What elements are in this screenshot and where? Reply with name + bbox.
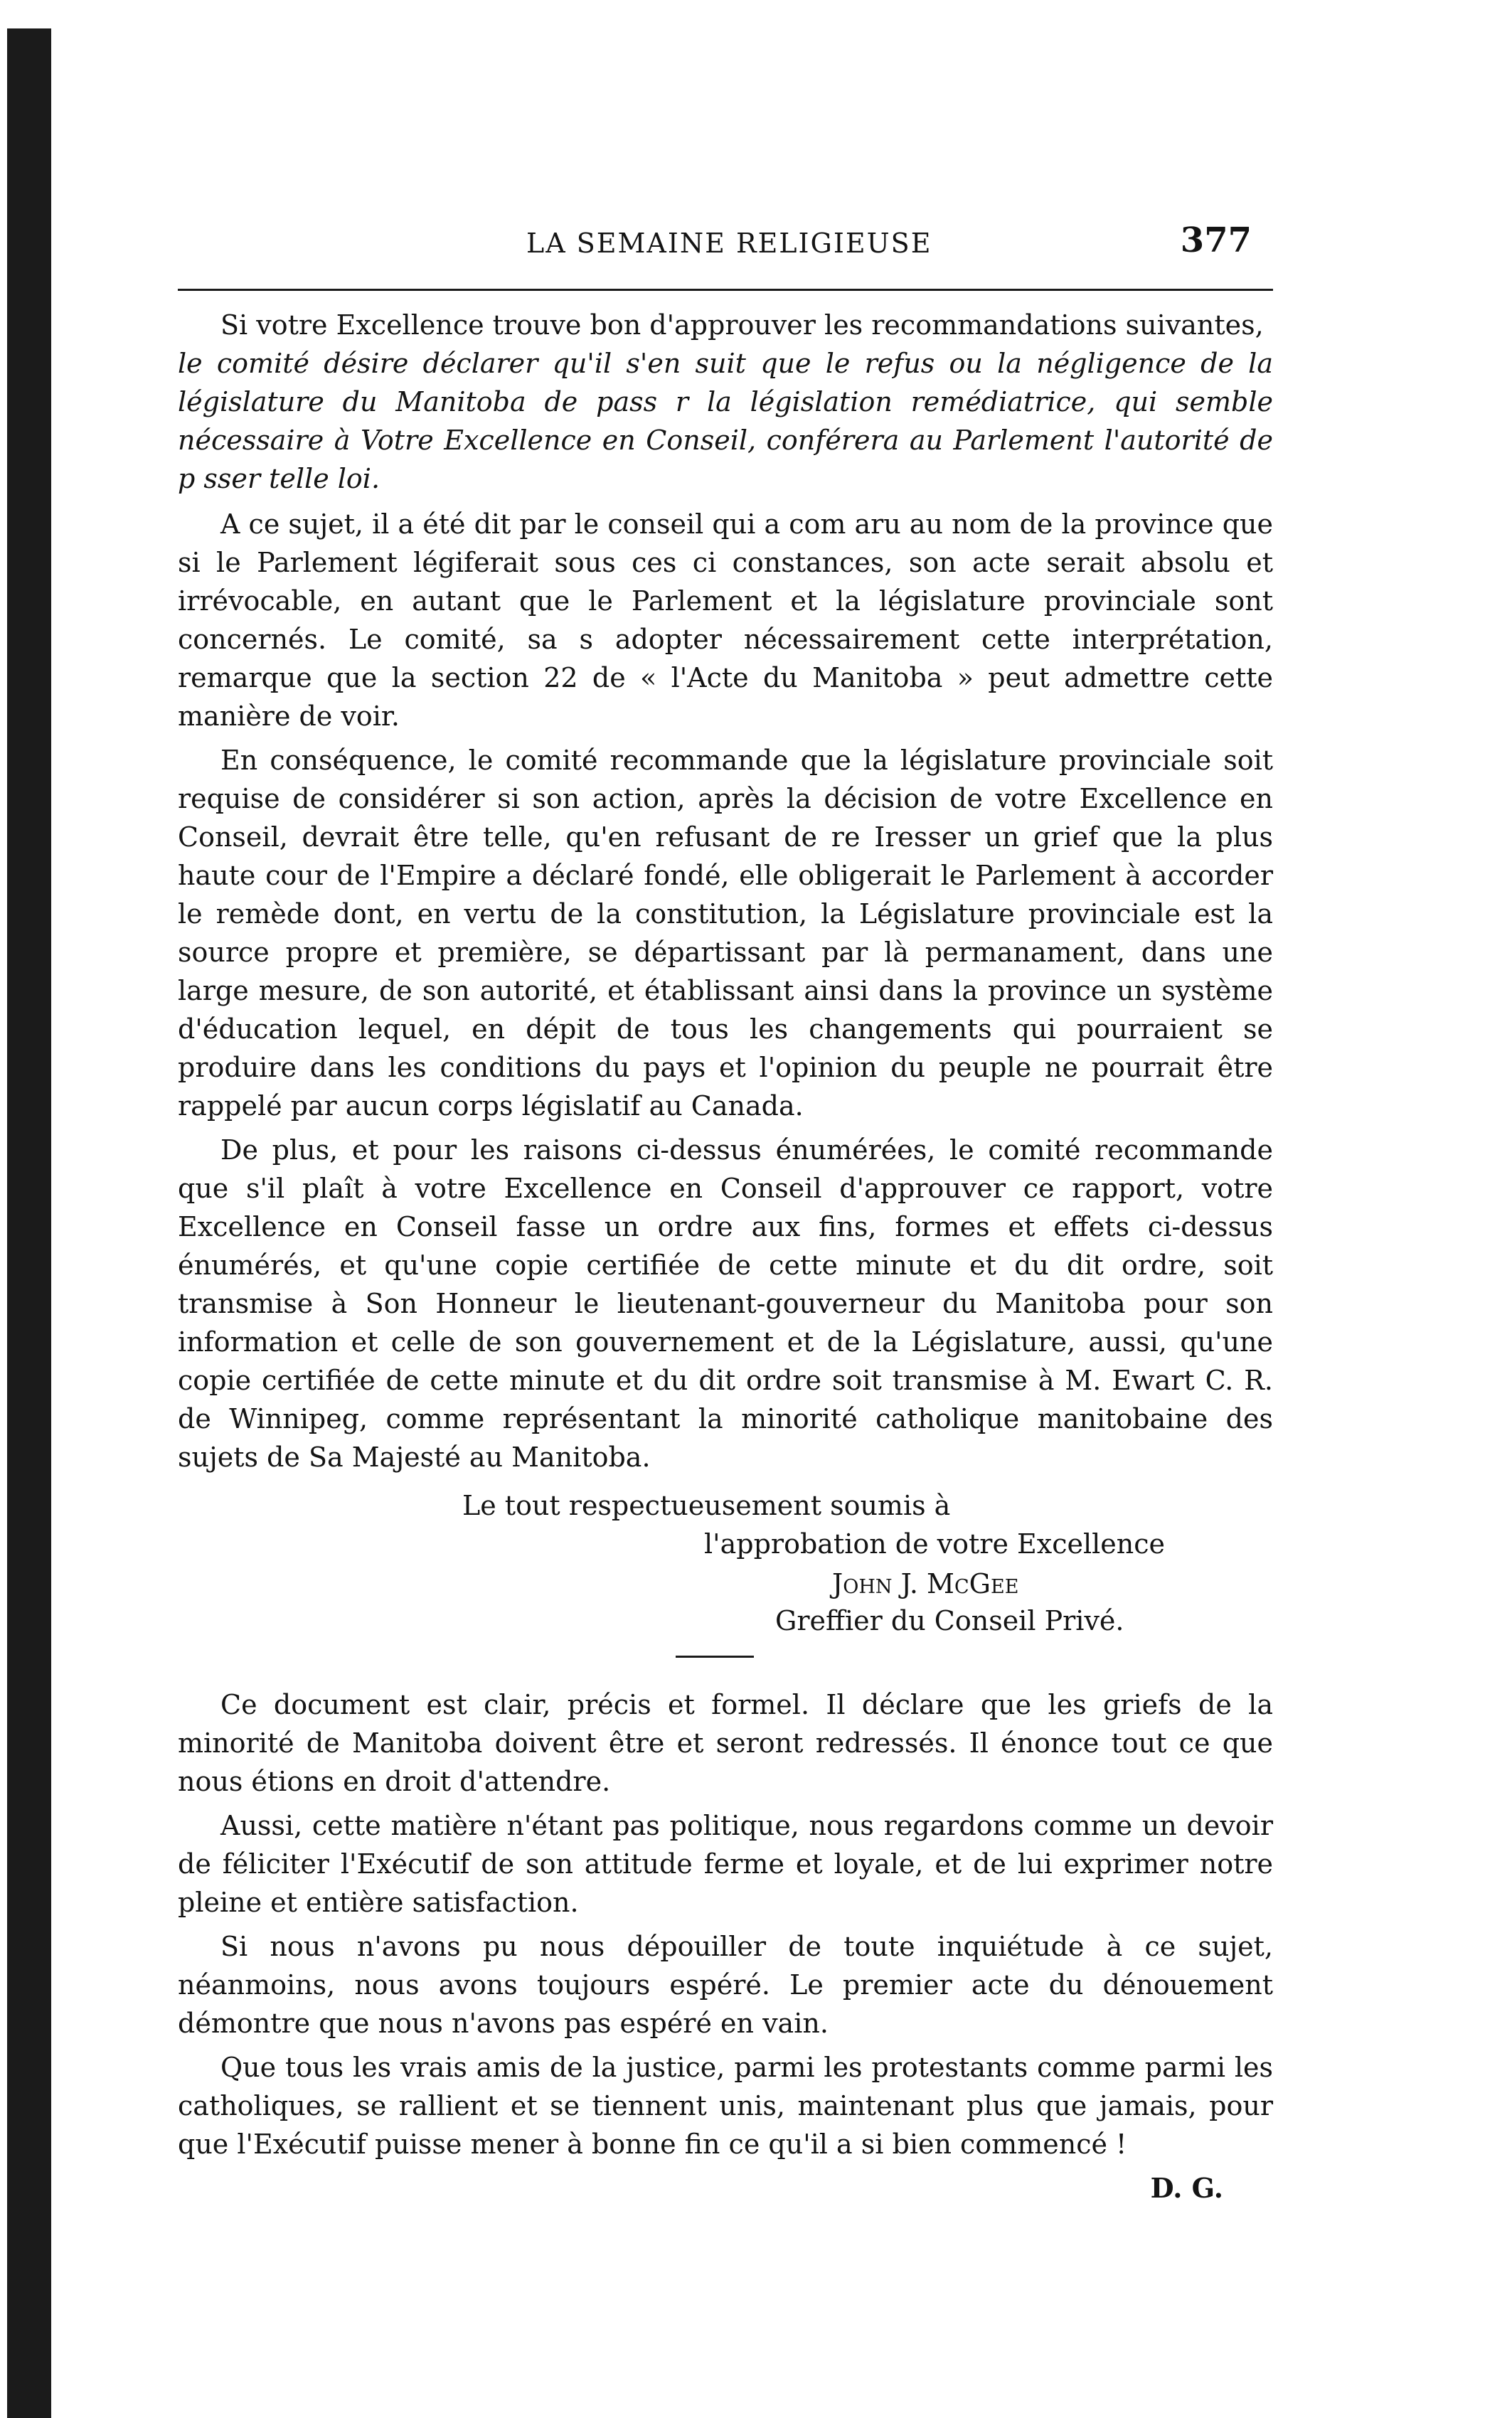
signatory-title: Greffier du Conseil Privé.: [775, 1605, 1124, 1636]
paragraph-4: De plus, et pour les raisons ci-dessus énumérées, le comité recommande que s'il plaît à votre Excellence en Conseil d'approuver ce rapport, votre Excellence en Conseil fasse un ordre aux fins, formes et effets ci-dessus énumérés, et qu'une copie certifiée de cette minute et du dit ordre, soit transmise à Son Honneur le lieutenant-gouverneur du Manitoba pour son information et celle de son gouvernement et de la Législature, aussi, qu'une copie certifiée de cette minute et du dit ordre soit transmise à M. Ewart C. R. de Winnipeg, comme représentant la minorité catholique manitobaine des sujets de Sa Majesté au Manitoba.: [178, 1134, 1273, 1473]
paragraph-3: En conséquence, le comité recommande que la législature provinciale soit requise de considérer si son action, après la décision de votre Excellence en Conseil, devrait être telle, qu'en refusant de re Iresser un grief que la plus haute cour de l'Empire a déclaré fondé, elle obligerait le Parlement à accorder le remède dont, en vertu de la constitution, la Législature provinciale est la source propre et première, se départissant par là permanament, dans une large mesure, de son autorité, et établissant ainsi dans la province un système d'éducation lequel, en dépit de tous les changements qui pourraient se produire dans les conditions du pays et l'opinion du peuple ne pourrait être rappelé par aucun corps législatif au Canada.: [178, 745, 1273, 1122]
section-separator: [676, 1656, 754, 1658]
signature-line-2: l'approbation de votre Excellence: [704, 1528, 1166, 1560]
signature-block: [178, 1486, 1273, 1678]
commentary-paragraph-1: Ce document est clair, précis et formel. Il déclare que les griefs de la minorité de Manitoba doivent être et seront redressés. Il énonce tout ce que nous étions en droit d'attendre.: [178, 1689, 1273, 1797]
signature-line-1: Le tout respectueusement soumis à: [462, 1490, 951, 1521]
report-body: [178, 306, 1273, 1476]
signatory-name: John J. McGee: [832, 1568, 1019, 1599]
commentary-paragraph-2: Aussi, cette matière n'étant pas politique, nous regardons comme un devoir de féliciter l'Exécutif de son attitude ferme et loyale, et de lui exprimer notre pleine et entière satisfaction.: [178, 1810, 1273, 1918]
commentary-paragraph-3: Si nous n'avons pu nous dépouiller de toute inquiétude à ce sujet, néanmoins, nous avons toujours espéré. Le premier acte du dénouement démontre que nous n'avons pas espéré en vain.: [178, 1931, 1273, 2039]
paragraph-1-italic: le comité désire déclarer qu'il s'en suit que le refus ou la négligence de la législature du Manitoba de pass r la législation remédiatrice, qui semble nécessaire à Votre Excellence en Conseil, conférera au Parlement l'autorité de p sser telle loi.: [178, 348, 1273, 494]
page-header: [178, 213, 1273, 290]
commentary-paragraph-4: Que tous les vrais amis de la justice, parmi les protestants comme parmi les catholiques, se rallient et se tiennent unis, maintenant plus que jamais, pour que l'Exécutif puisse mener à bonne fin ce qu'il a si bien commencé !: [178, 2052, 1273, 2160]
paragraph-1-lead: Si votre Excellence trouve bon d'approuver les recommandations suivantes,: [220, 309, 1264, 341]
header-rule: [178, 289, 1273, 291]
running-title: LA SEMAINE RELIGIEUSE: [526, 228, 932, 259]
page-number: 377: [1180, 220, 1252, 260]
scan-edge-shadow: [7, 28, 51, 2418]
paragraph-2: A ce sujet, il a été dit par le conseil qui a com aru au nom de la province que si le Parlement légiferait sous ces ci constances, son acte serait absolu et irrévocable, en autant que le Parlement et la législature provinciale sont concernés. Le comité, sa s adopter nécessairement cette interprétation, remarque que la section 22 de « l'Acte du Manitoba » peut admettre cette manière de voir.: [178, 508, 1273, 732]
document-page: [178, 213, 1273, 2207]
author-initials: D. G.: [1150, 2172, 1223, 2204]
commentary-body: [178, 1685, 1273, 2163]
